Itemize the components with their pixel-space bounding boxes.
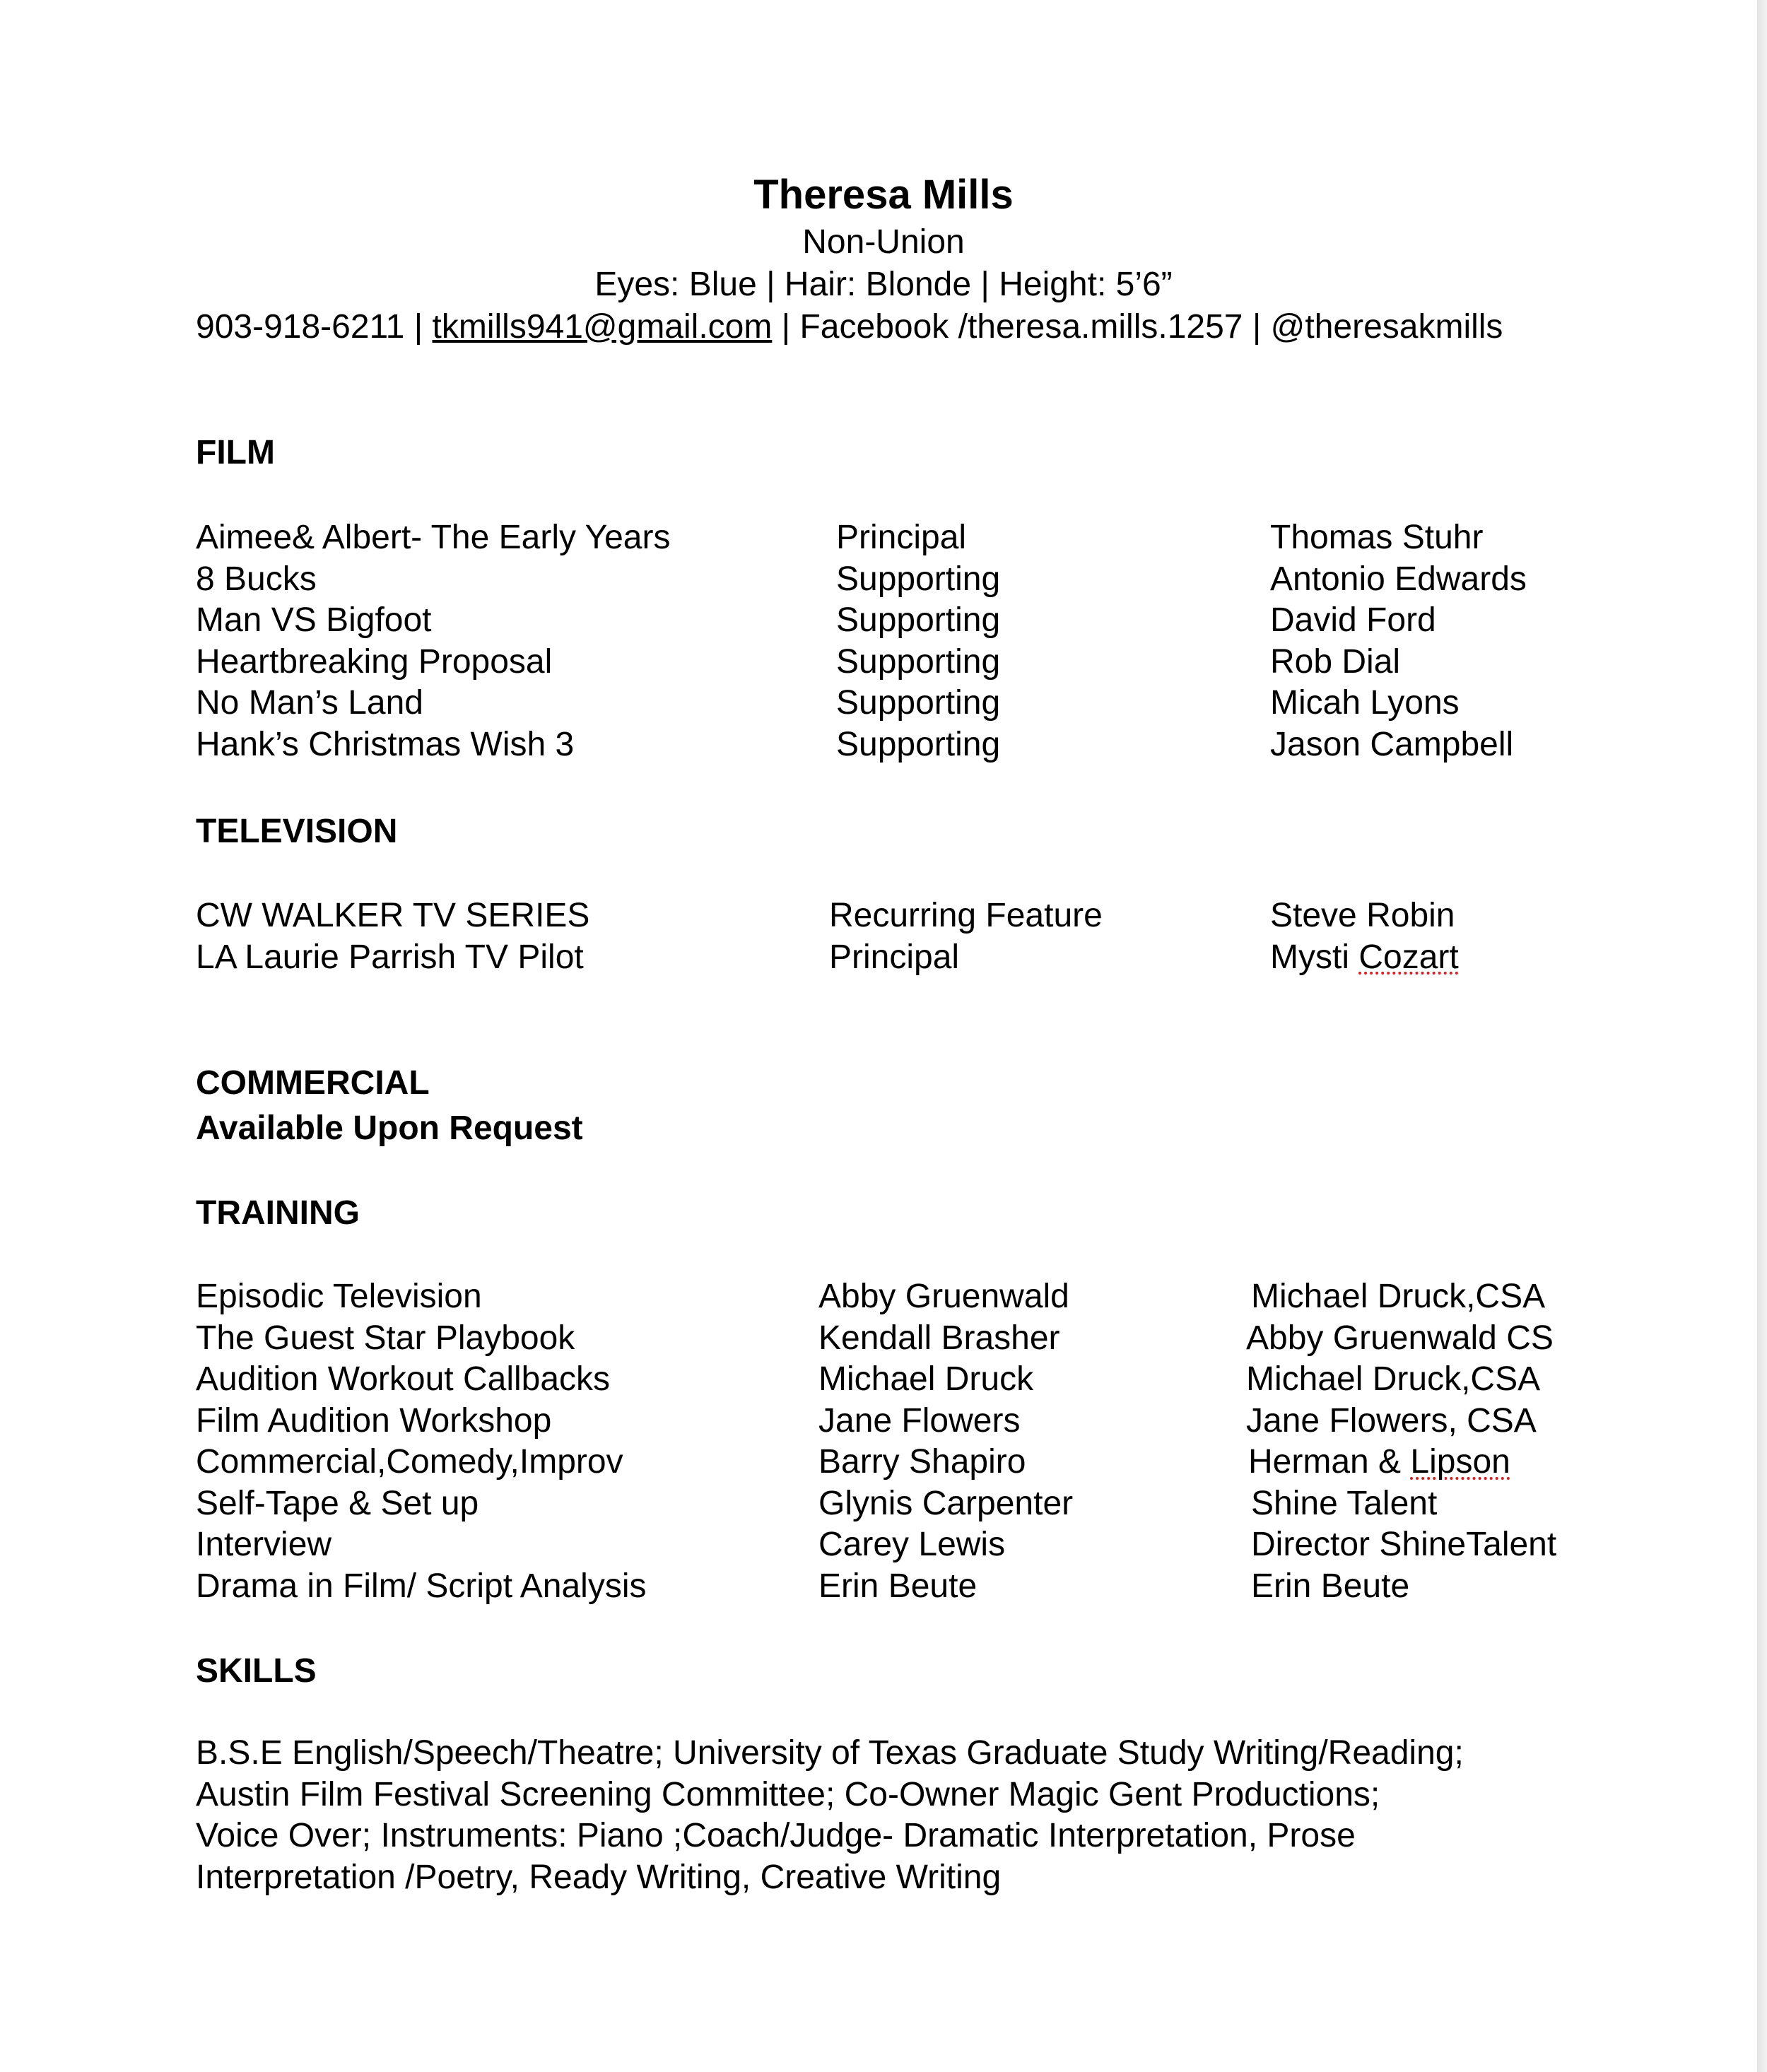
training-course: Film Audition Workshop	[196, 1401, 552, 1440]
training-teacher: Michael Druck	[818, 1360, 1034, 1398]
training-affiliation: Director ShineTalent	[1251, 1526, 1557, 1563]
film-director: Antonio Edwards	[1270, 560, 1527, 598]
television-project: LA Laurie Parrish TV Pilot	[196, 938, 584, 976]
training-row	[0, 1276, 1696, 1318]
affiliation-last: Lipson	[1410, 1443, 1510, 1481]
training-affiliation: Shine Talent	[1251, 1484, 1438, 1522]
film-director: Rob Dial	[1270, 642, 1401, 681]
training-teacher: Carey Lewis	[818, 1526, 1006, 1563]
film-credits	[0, 517, 1696, 765]
television-row	[0, 895, 1696, 937]
training-row	[0, 1318, 1696, 1360]
training-teacher: Erin Beute	[818, 1567, 978, 1605]
training-affiliation: Michael Druck,CSA	[1251, 1278, 1546, 1315]
affiliation-first: Herman &	[1248, 1443, 1411, 1481]
film-row	[0, 683, 1696, 724]
television-row	[0, 937, 1696, 979]
television-role: Recurring Feature	[829, 897, 1103, 934]
film-project: Man VS Bigfoot	[196, 601, 432, 639]
training-heading: TRAINING	[196, 1194, 360, 1232]
training-row	[0, 1442, 1696, 1483]
television-heading: TELEVISION	[196, 813, 398, 850]
training-course: The Guest Star Playbook	[196, 1319, 575, 1357]
film-project: Aimee& Albert- The Early Years	[196, 519, 671, 556]
training-affiliation: Jane Flowers, CSA	[1246, 1401, 1537, 1440]
training-teacher: Abby Gruenwald	[818, 1278, 1069, 1315]
film-project: Hank’s Christmas Wish 3	[196, 725, 575, 763]
email-link[interactable]: tkmills941@gmail.com	[432, 308, 773, 346]
film-director: Thomas Stuhr	[1270, 519, 1484, 556]
film-director: Micah Lyons	[1270, 684, 1460, 722]
film-row	[0, 724, 1696, 766]
commercial-heading: COMMERCIAL	[196, 1064, 430, 1102]
film-heading: FILM	[196, 434, 275, 471]
skills-heading: SKILLS	[196, 1652, 317, 1690]
film-row	[0, 600, 1696, 642]
training-list	[0, 1276, 1696, 1607]
skills-line: B.S.E English/Speech/Theatre; University of Texas Graduate Study Writing/Reading;	[196, 1734, 1464, 1772]
training-affiliation	[1248, 1442, 1510, 1483]
training-course: Drama in Film/ Script Analysis	[196, 1567, 647, 1605]
film-role: Supporting	[836, 560, 1001, 598]
skills-line: Voice Over; Instruments: Piano ;Coach/Judge- Dramatic Interpretation, Prose	[196, 1817, 1356, 1854]
film-director: Jason Campbell	[1270, 725, 1514, 763]
training-affiliation: Abby Gruenwald CS	[1246, 1319, 1554, 1357]
training-course: Audition Workout Callbacks	[196, 1360, 611, 1398]
training-teacher: Glynis Carpenter	[818, 1484, 1074, 1522]
training-affiliation: Michael Druck,CSA	[1246, 1360, 1541, 1398]
director-last-name: Cozart	[1358, 938, 1459, 976]
training-row	[0, 1359, 1696, 1401]
social-handles: | Facebook /theresa.mills.1257 | @theresakmills	[772, 308, 1503, 346]
training-row	[0, 1524, 1696, 1566]
commercial-availability: Available Upon Request	[196, 1109, 583, 1147]
film-project: Heartbreaking Proposal	[196, 642, 553, 681]
skills-line: Interpretation /Poetry, Ready Writing, Creative Writing	[196, 1858, 1002, 1896]
film-row	[0, 642, 1696, 683]
training-course: Self-Tape & Set up	[196, 1484, 479, 1522]
actor-name: Theresa Mills	[753, 172, 1014, 218]
training-teacher: Kendall Brasher	[818, 1319, 1060, 1357]
film-role: Principal	[836, 519, 967, 556]
training-row	[0, 1483, 1696, 1525]
training-affiliation: Erin Beute	[1251, 1567, 1410, 1605]
training-teacher: Jane Flowers	[818, 1401, 1021, 1440]
director-first-name: Mysti	[1270, 938, 1359, 976]
film-row	[0, 517, 1696, 559]
film-role: Supporting	[836, 601, 1001, 639]
contact-line	[196, 302, 1503, 352]
film-role: Supporting	[836, 725, 1001, 763]
television-director: Steve Robin	[1270, 897, 1455, 934]
training-course: Episodic Television	[196, 1278, 482, 1315]
film-role: Supporting	[836, 684, 1001, 722]
film-row	[0, 559, 1696, 601]
television-credits	[0, 895, 1696, 978]
film-project: No Man’s Land	[196, 684, 423, 722]
film-role: Supporting	[836, 642, 1001, 681]
television-role: Principal	[829, 938, 960, 976]
page-edge	[1757, 0, 1767, 2072]
film-project: 8 Bucks	[196, 560, 317, 598]
training-row	[0, 1566, 1696, 1608]
training-course: Commercial,Comedy,Improv	[196, 1443, 623, 1481]
training-teacher: Barry Shapiro	[818, 1443, 1026, 1481]
phone-number: 903-918-6211 |	[196, 308, 433, 346]
physical-stats: Eyes: Blue | Hair: Blonde | Height: 5’6”	[594, 266, 1173, 303]
union-status: Non-Union	[802, 223, 965, 261]
television-director	[1270, 937, 1459, 978]
training-row	[0, 1401, 1696, 1442]
skills-paragraph	[196, 1733, 1680, 1898]
film-director: David Ford	[1270, 601, 1436, 639]
skills-line: Austin Film Festival Screening Committee; Co-Owner Magic Gent Productions;	[196, 1775, 1380, 1813]
television-project: CW WALKER TV SERIES	[196, 897, 590, 934]
training-course: Interview	[196, 1526, 332, 1563]
